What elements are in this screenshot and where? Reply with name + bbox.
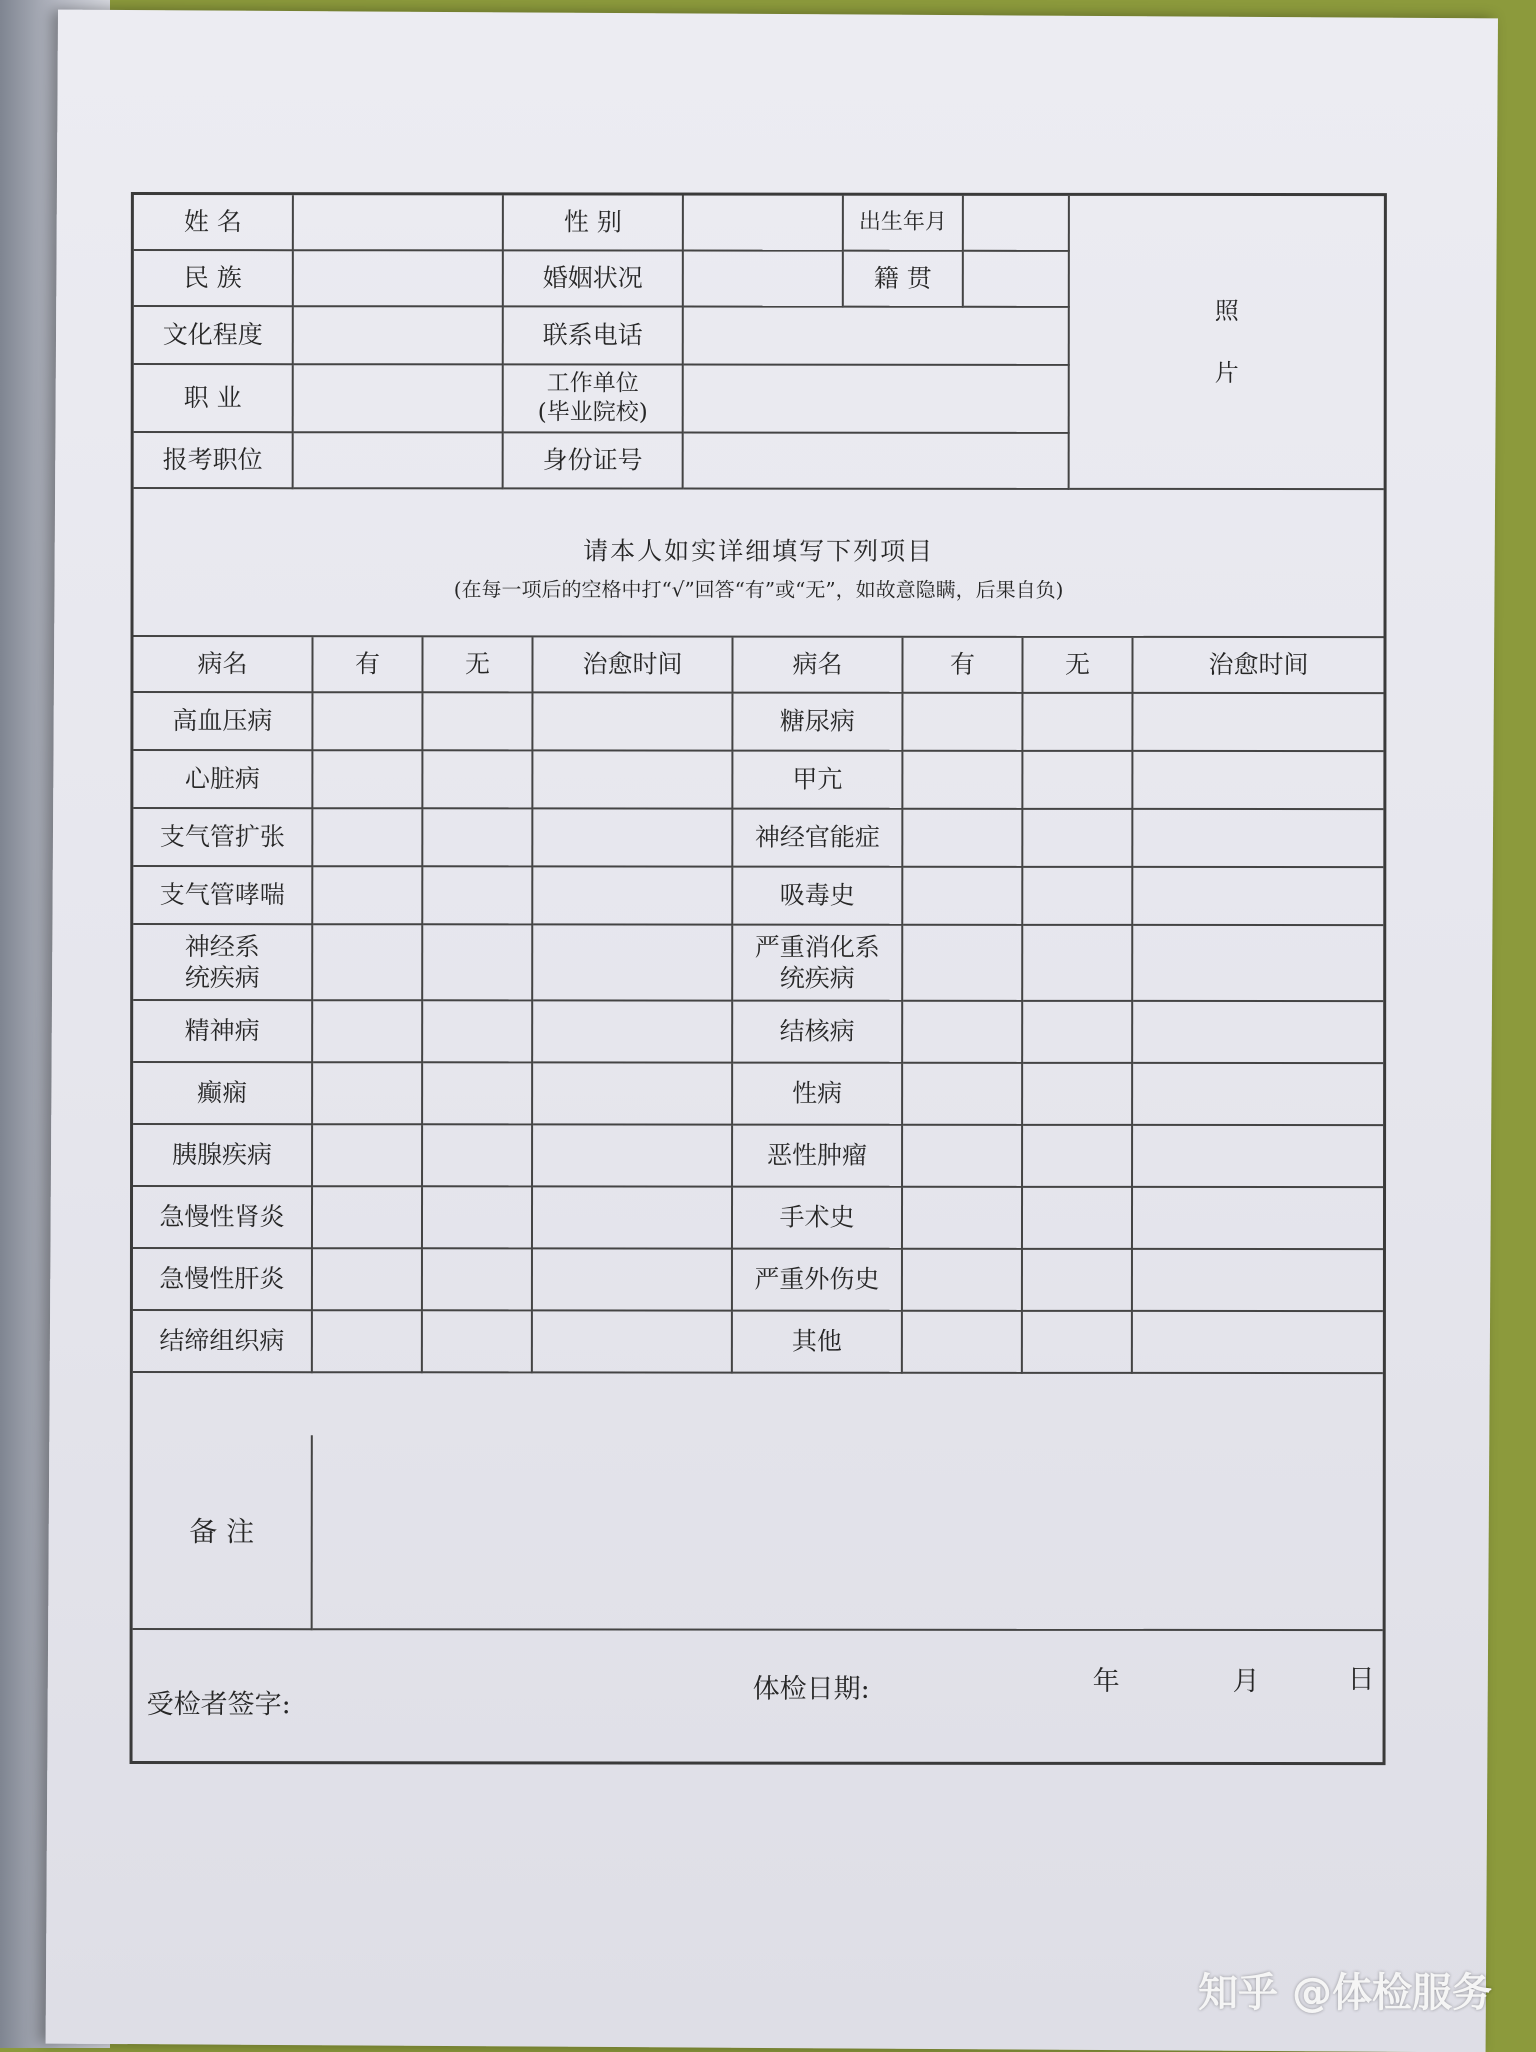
cure-time-left[interactable] [533, 1187, 733, 1249]
disease-name-right: 糖尿病 [733, 694, 903, 752]
cure-time-left[interactable] [533, 809, 733, 867]
date-year-label: 年 [1092, 1665, 1120, 1697]
disease-name-right: 恶性肿瘤 [733, 1126, 903, 1188]
cure-time-left[interactable] [533, 1249, 733, 1311]
checkbox-no-right[interactable] [1023, 1126, 1133, 1188]
date-month-label: 月 [1232, 1666, 1260, 1698]
field-ethnicity[interactable] [294, 251, 504, 307]
cure-time-right[interactable] [1133, 1250, 1383, 1312]
checkbox-yes-left[interactable] [313, 1001, 423, 1063]
checkbox-no-left[interactable] [423, 867, 533, 925]
checkbox-no-left[interactable] [423, 751, 533, 809]
disease-name-right: 手术史 [733, 1188, 903, 1250]
disease-name-left: 胰腺疾病 [133, 1125, 313, 1187]
field-occupation[interactable] [294, 365, 504, 433]
cure-time-right[interactable] [1133, 752, 1383, 810]
disease-name-left: 支气管哮喘 [133, 867, 313, 925]
table-header: 无 [1023, 638, 1133, 694]
disease-name-left: 精神病 [133, 1001, 313, 1063]
checkbox-no-right[interactable] [1023, 1250, 1133, 1312]
field-phone[interactable] [684, 308, 1070, 366]
cure-time-right[interactable] [1133, 1312, 1383, 1374]
cure-time-right[interactable] [1133, 1002, 1383, 1064]
label-id-number: 身份证号 [504, 433, 684, 489]
disease-name-left: 急慢性肾炎 [133, 1187, 313, 1249]
checkbox-yes-left[interactable] [313, 751, 423, 809]
cure-time-left[interactable] [533, 1311, 733, 1373]
checkbox-no-right[interactable] [1023, 810, 1133, 868]
field-id-number[interactable] [684, 434, 1070, 490]
cure-time-left[interactable] [533, 925, 733, 1001]
label-name: 姓 名 [134, 195, 294, 251]
disease-name-left: 结缔组织病 [133, 1311, 313, 1373]
label-workplace: 工作单位 (毕业院校) [504, 365, 684, 433]
cure-time-left[interactable] [533, 751, 733, 809]
checkbox-yes-left[interactable] [313, 1125, 423, 1187]
checkbox-no-left[interactable] [423, 1125, 533, 1187]
cure-time-left[interactable] [533, 867, 733, 925]
zhihu-watermark: 知乎 @体检服务 [1198, 1970, 1492, 2016]
disease-name-right: 其他 [733, 1312, 903, 1374]
checkbox-no-left[interactable] [423, 1249, 533, 1311]
checkbox-yes-left[interactable] [313, 809, 423, 867]
checkbox-yes-right[interactable] [903, 810, 1023, 868]
field-birth[interactable] [964, 196, 1070, 252]
disease-name-right: 严重消化系 统疾病 [733, 926, 903, 1002]
label-native-place: 籍 贯 [844, 252, 964, 308]
field-applied-post[interactable] [294, 433, 504, 489]
table-header: 病名 [133, 637, 313, 693]
checkbox-yes-left[interactable] [313, 925, 423, 1001]
label-marital: 婚姻状况 [504, 251, 684, 307]
health-history-form [130, 192, 1387, 1765]
checkbox-no-left[interactable] [423, 1001, 533, 1063]
cure-time-left[interactable] [533, 1001, 733, 1063]
checkbox-yes-left[interactable] [313, 867, 423, 925]
disease-name-right: 神经官能症 [733, 810, 903, 868]
label-occupation: 职 业 [134, 365, 294, 433]
checkbox-no-right[interactable] [1023, 694, 1133, 752]
field-name[interactable] [294, 195, 504, 251]
checkbox-no-left[interactable] [423, 1063, 533, 1125]
instruction-block [134, 489, 1384, 638]
checkbox-yes-right[interactable] [903, 1312, 1023, 1374]
checkbox-no-left[interactable] [423, 1311, 533, 1373]
field-marital[interactable] [684, 252, 844, 308]
field-workplace[interactable] [684, 366, 1070, 434]
disease-name-left: 心脏病 [133, 751, 313, 809]
checkbox-no-right[interactable] [1023, 1312, 1133, 1374]
label-birth: 出生年月 [844, 196, 964, 252]
disease-name-right: 严重外伤史 [733, 1250, 903, 1312]
cure-time-right[interactable] [1133, 868, 1383, 926]
checkbox-yes-left[interactable] [313, 693, 423, 751]
checkbox-no-right[interactable] [1023, 868, 1133, 926]
exam-date-label: 体检日期: [752, 1673, 870, 1705]
cure-time-right[interactable] [1133, 926, 1383, 1002]
signature-label: 受检者签字: [146, 1689, 291, 1721]
checkbox-yes-right[interactable] [903, 1250, 1023, 1312]
cure-time-right[interactable] [1133, 1188, 1383, 1250]
disease-name-left: 高血压病 [133, 693, 313, 751]
photo-box[interactable]: 照 片 [1070, 196, 1384, 490]
disease-name-right: 结核病 [733, 1002, 903, 1064]
signature-field[interactable] [363, 1670, 723, 1730]
label-gender: 性 别 [504, 195, 684, 251]
table-header: 治愈时间 [533, 637, 733, 693]
cure-time-right[interactable] [1133, 694, 1383, 752]
checkbox-yes-right[interactable] [903, 1002, 1023, 1064]
label-phone: 联系电话 [504, 307, 684, 365]
checkbox-yes-left[interactable] [313, 1249, 423, 1311]
checkbox-yes-right[interactable] [903, 1064, 1023, 1126]
disease-name-left: 癫痫 [133, 1063, 313, 1125]
checkbox-yes-right[interactable] [903, 1126, 1023, 1188]
table-header: 有 [313, 637, 423, 693]
label-applied-post: 报考职位 [134, 433, 294, 489]
disease-name-right: 甲亢 [733, 752, 903, 810]
disease-name-right: 性病 [733, 1064, 903, 1126]
table-header: 无 [423, 637, 533, 693]
checkbox-no-right[interactable] [1023, 1064, 1133, 1126]
disease-name-left: 神经系 统疾病 [133, 925, 313, 1001]
paper-sheet [46, 10, 1498, 2052]
disease-name-left: 急慢性肝炎 [133, 1249, 313, 1311]
checkbox-no-right[interactable] [1023, 1188, 1133, 1250]
checkbox-no-left[interactable] [423, 809, 533, 867]
label-education: 文化程度 [134, 307, 294, 365]
cure-time-left[interactable] [533, 693, 733, 751]
checkbox-yes-left[interactable] [313, 1187, 423, 1249]
checkbox-no-left[interactable] [423, 1187, 533, 1249]
checkbox-yes-right[interactable] [903, 1188, 1023, 1250]
date-day-label: 日 [1347, 1664, 1375, 1696]
label-ethnicity: 民 族 [134, 251, 294, 307]
checkbox-no-right[interactable] [1023, 1002, 1133, 1064]
remarks-field[interactable] [313, 1435, 1383, 1631]
checkbox-yes-right[interactable] [903, 926, 1023, 1002]
checkbox-yes-left[interactable] [313, 1063, 423, 1125]
checkbox-yes-right[interactable] [903, 694, 1023, 752]
checkbox-no-left[interactable] [423, 693, 533, 751]
signature-row [133, 1630, 1383, 1765]
cure-time-right[interactable] [1133, 810, 1383, 868]
cure-time-left[interactable] [533, 1125, 733, 1187]
disease-name-left: 支气管扩张 [133, 809, 313, 867]
disease-name-right: 吸毒史 [733, 868, 903, 926]
field-native-place[interactable] [964, 252, 1070, 308]
checkbox-yes-right[interactable] [903, 752, 1023, 810]
table-header: 有 [903, 638, 1023, 694]
checkbox-no-right[interactable] [1023, 752, 1133, 810]
remarks-label: 备 注 [133, 1435, 313, 1630]
checkbox-no-right[interactable] [1023, 926, 1133, 1002]
cure-time-left[interactable] [533, 1063, 733, 1125]
checkbox-yes-right[interactable] [903, 868, 1023, 926]
table-header: 治愈时间 [1133, 638, 1383, 694]
table-header: 病名 [733, 638, 903, 694]
field-gender[interactable] [684, 196, 844, 252]
cure-time-right[interactable] [1133, 1126, 1383, 1188]
field-education[interactable] [294, 307, 504, 365]
checkbox-no-left[interactable] [423, 925, 533, 1001]
cure-time-right[interactable] [1133, 1064, 1383, 1126]
checkbox-yes-left[interactable] [313, 1311, 423, 1373]
instruction-title: 请本人如实详细填写下列项目 [583, 536, 935, 566]
instruction-note: (在每一项后的空格中打“√”回答“有”或“无”，如故意隐瞒，后果自负) [453, 577, 1064, 602]
